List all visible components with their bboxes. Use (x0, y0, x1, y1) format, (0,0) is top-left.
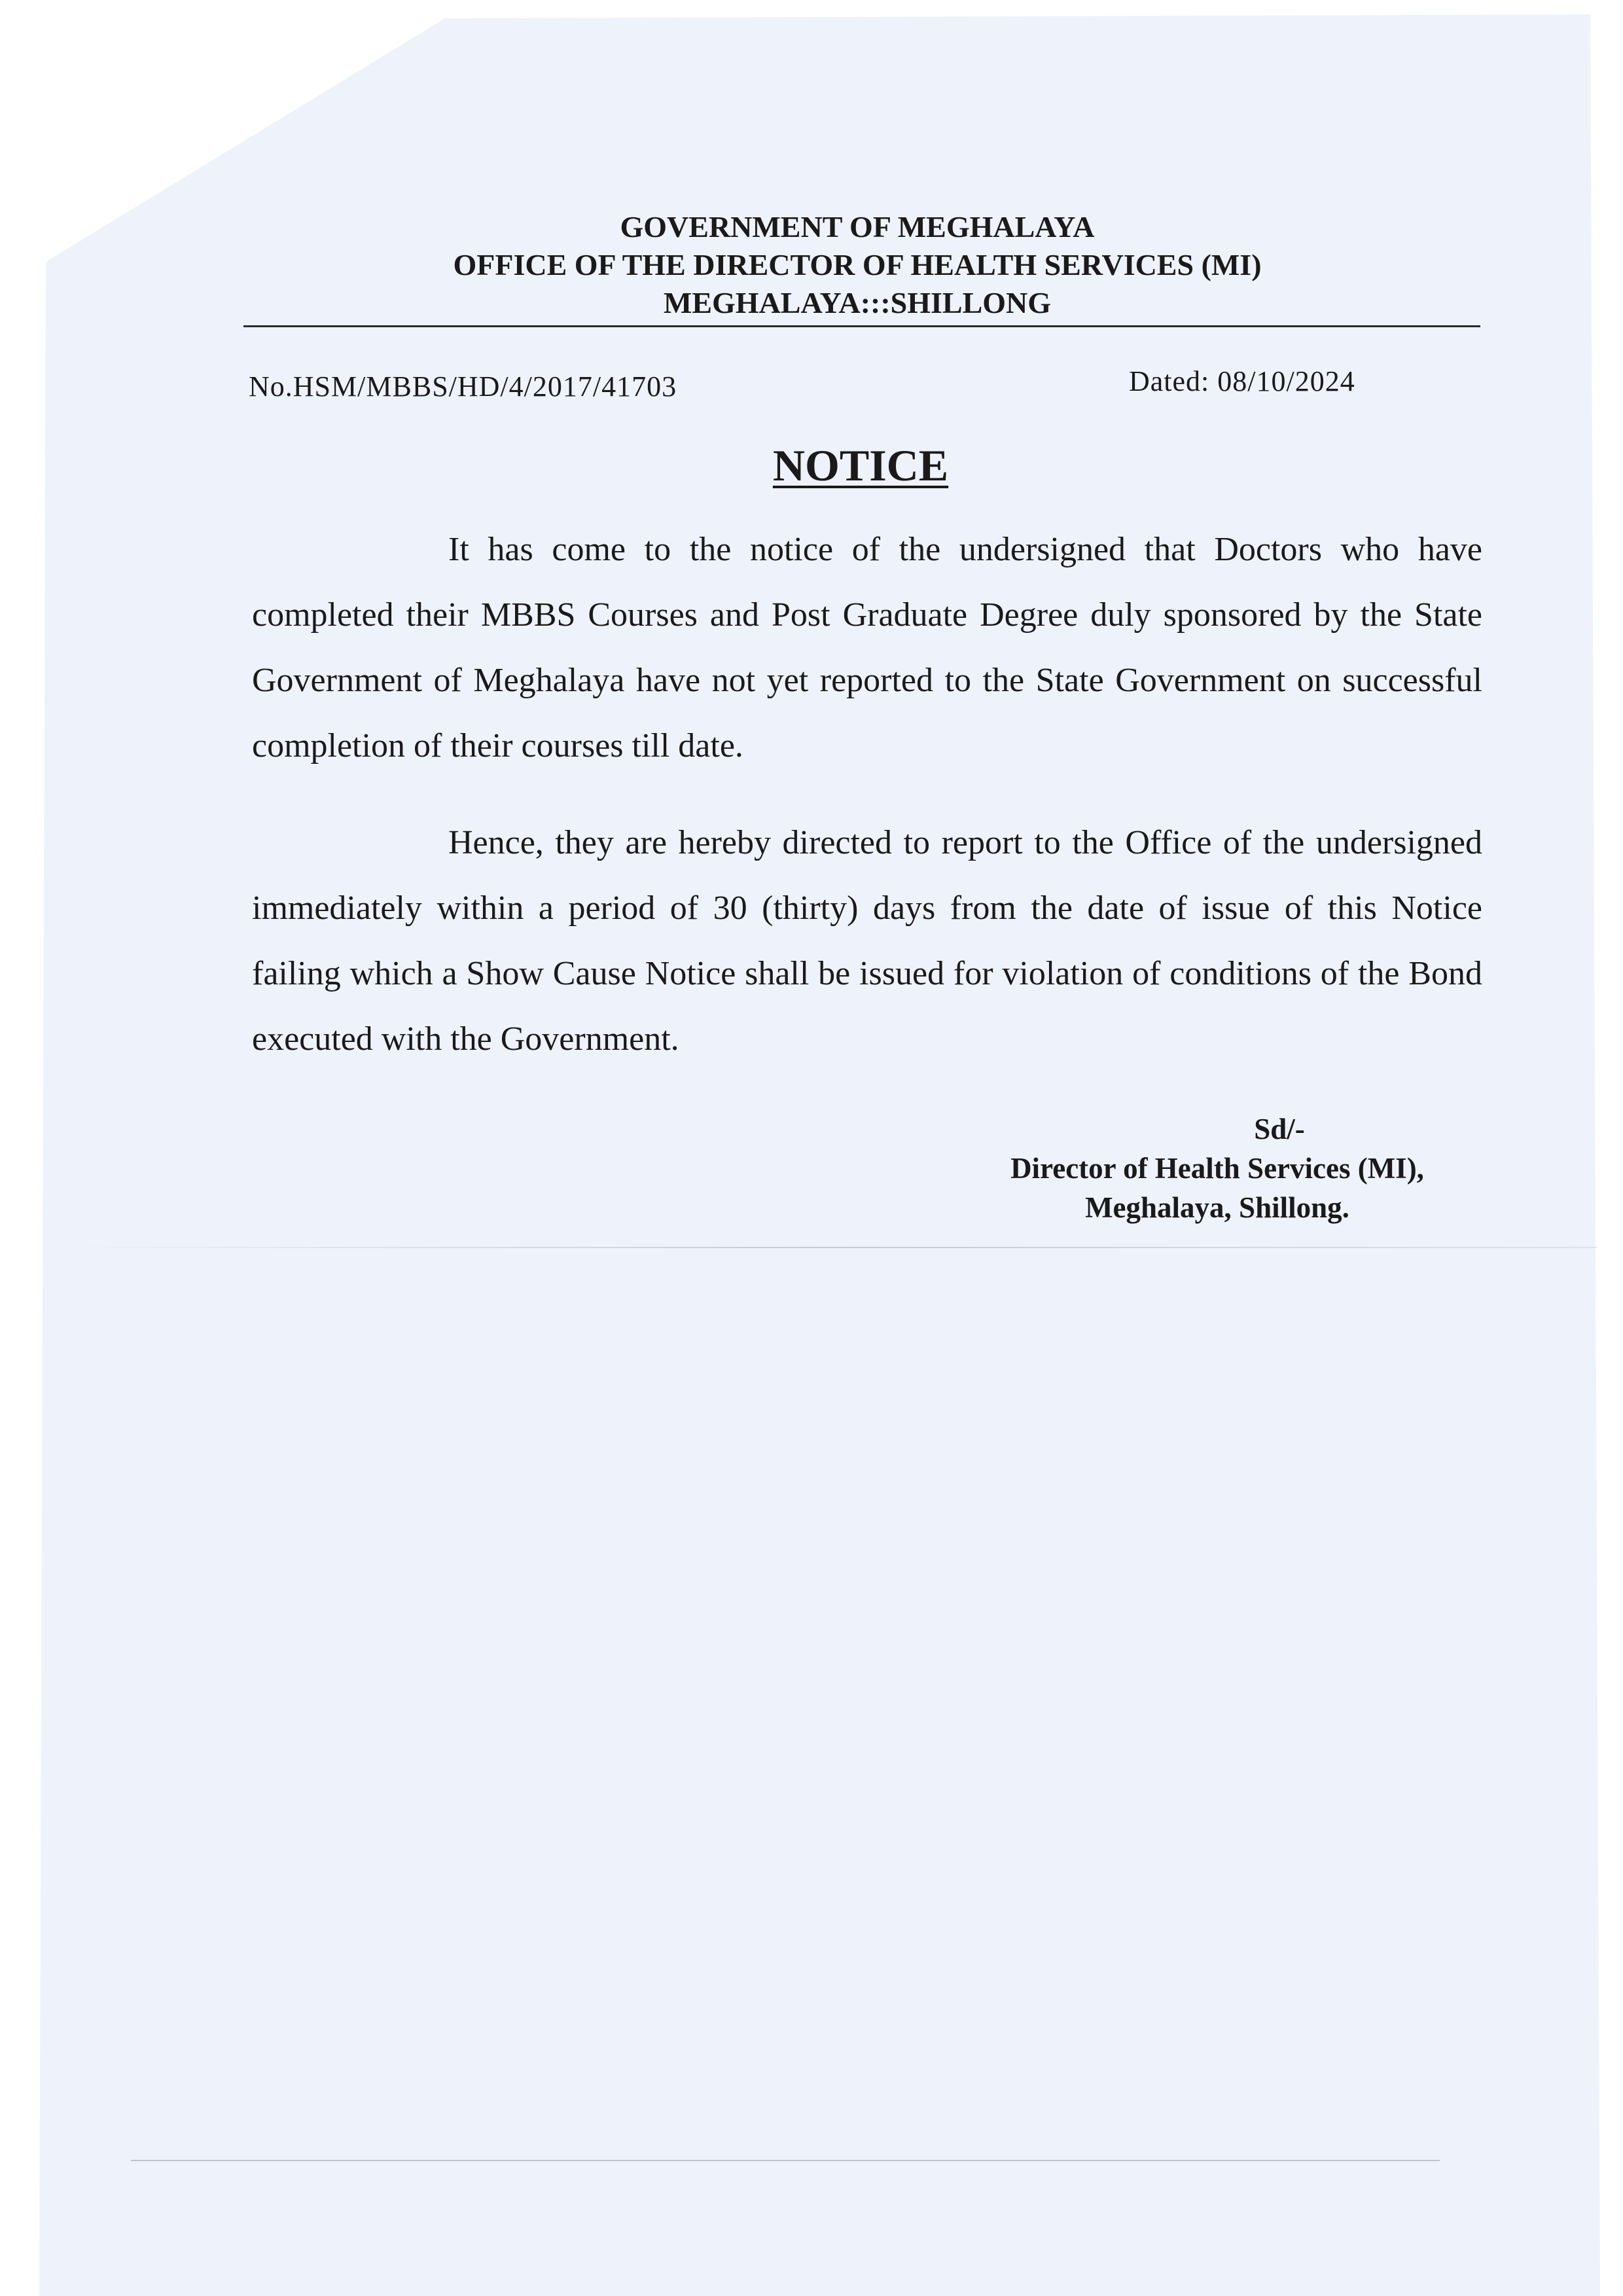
signature-place: Meghalaya, Shillong. (1085, 1191, 1349, 1224)
letterhead-government: GOVERNMENT OF MEGHALAYA (620, 210, 1095, 243)
lower-fold-line (131, 2160, 1440, 2161)
header-rule (243, 325, 1480, 327)
signature-designation: Director of Health Services (MI), (1010, 1152, 1424, 1185)
notice-date: Dated: 08/10/2024 (1129, 365, 1355, 397)
notice-title: NOTICE (772, 440, 949, 490)
letterhead (242, 208, 1472, 322)
signature-sd: Sd/- (1254, 1113, 1305, 1145)
letterhead-location: MEGHALAYA:::SHILLONG (663, 286, 1052, 319)
notice-paragraph-1: It has come to the notice of the undersigned that Doctors who have completed their MBBS Courses and Post Graduate Degree duly sponsored by the State Government of Meghalaya have not yet reported to the State Government on successful completion of their courses till date. (252, 531, 1482, 764)
fold-crease (59, 1247, 1597, 1248)
reference-number: No.HSM/MBBS/HD/4/2017/41703 (249, 370, 677, 403)
notice-paragraph-2: Hence, they are hereby directed to report to the Office of the undersigned immediately within a period of 30 (thirty) days from the date of issue of this Notice failing which a Show Cause Notice shall be issued for violation of conditions of the Bond executed with the Government. (252, 824, 1482, 1058)
signature-block (903, 1109, 1531, 1227)
letterhead-office: OFFICE OF THE DIRECTOR OF HEALTH SERVICES (MI) (453, 248, 1262, 281)
